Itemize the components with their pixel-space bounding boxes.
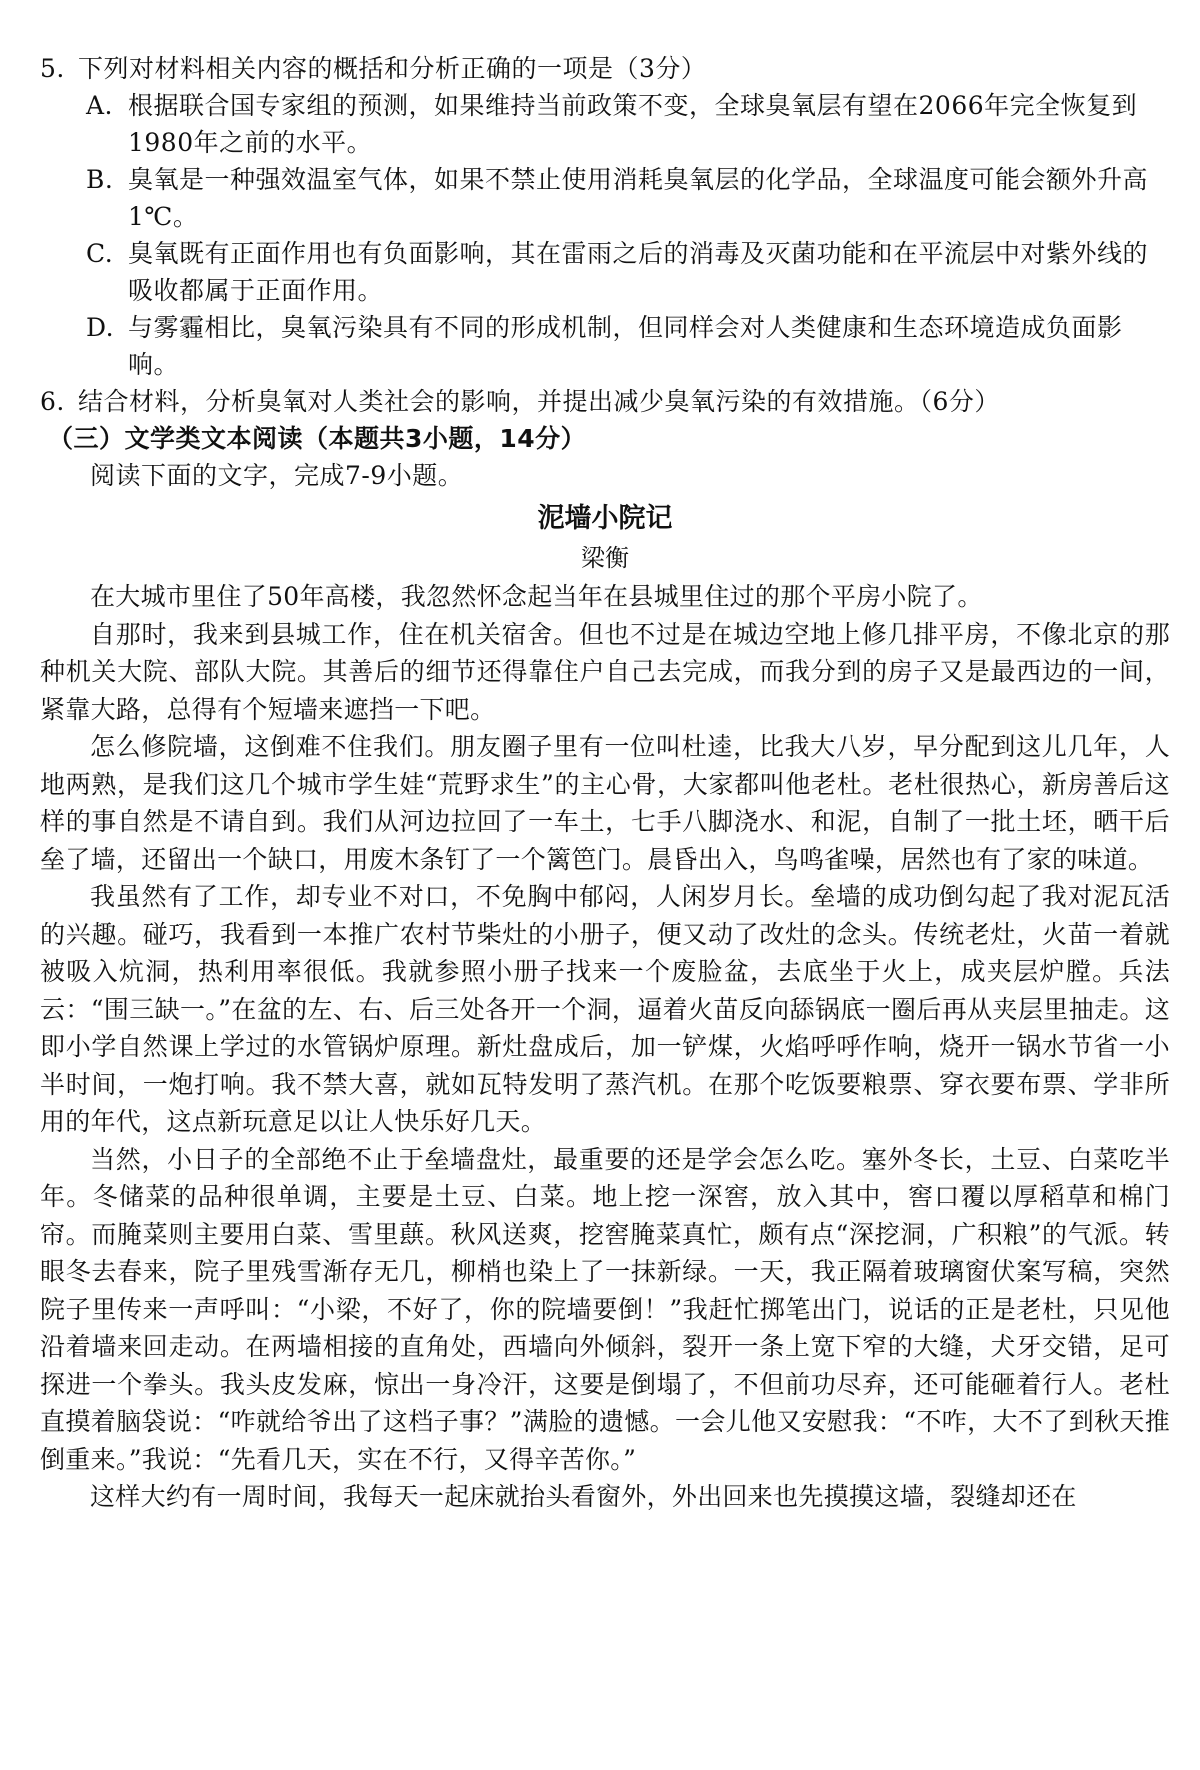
article [40, 498, 1170, 1516]
option-c [40, 235, 1170, 309]
question-text: 下列对材料相关内容的概括和分析正确的一项是（3分） [78, 54, 707, 83]
option-text: 与雾霾相比，臭氧污染具有不同的形成机制，但同样会对人类健康和生态环境造成负面影响。 [128, 313, 1123, 379]
option-label: C. [86, 239, 114, 268]
article-paragraph: 我虽然有了工作，却专业不对口，不免胸中郁闷，人闲岁月长。垒墙的成功倒勾起了我对泥瓦活的兴趣。碰巧，我看到一本推广农村节柴灶的小册子，便又动了改灶的念头。传统老灶，火苗一着就被吸入炕洞，热利用率很低。我就参照小册子找来一个废脸盆，去底坐于火上，成夹层炉膛。兵法云：“围三缺一。”在盆的左、右、后三处各开一个洞，逼着火苗反向舔锅底一圈后再从夹层里抽走。这即小学自然课上学过的水管锅炉原理。新灶盘成后，加一铲煤，火焰呼呼作响，烧开一锅水节省一小半时间，一炮打响。我不禁大喜，就如瓦特发明了蒸汽机。在那个吃饭要粮票、穿衣要布票、学非所用的年代，这点新玩意足以让人快乐好几天。 [40, 882, 1170, 1136]
section-instruction: 阅读下面的文字，完成7-9小题。 [90, 461, 464, 490]
article-paragraph: 当然，小日子的全部绝不止于垒墙盘灶，最重要的还是学会怎么吃。塞外冬长，土豆、白菜吃半年。冬储菜的品种很单调，主要是土豆、白菜。地上挖一深窖，放入其中，窖口覆以厚稻草和棉门帘。而腌菜则主要用白菜、雪里蕻。秋风送爽，挖窖腌菜真忙，颇有点“深挖洞，广积粮”的气派。转眼冬去春来，院子里残雪渐存无几，柳梢也染上了一抹新绿。一天，我正隔着玻璃窗伏案写稿，突然院子里传来一声呼叫：“小梁，不好了，你的院墙要倒！”我赶忙掷笔出门，说话的正是老杜，只见他沿着墙来回走动。在两墙相接的直角处，西墙向外倾斜，裂开一条上宽下窄的大缝，犬牙交错，足可探进一个拳头。我头皮发麻，惊出一身冷汗，这要是倒塌了，不但前功尽弃，还可能砸着行人。老杜直摸着脑袋说：“咋就给爷出了这档子事？”满脸的遗憾。一会儿他又安慰我：“不咋，大不了到秋天推倒重来。”我说：“先看几天，实在不行，又得辛苦你。” [40, 1144, 1170, 1474]
question-stem [40, 50, 1170, 87]
article-author: 梁衡 [581, 544, 629, 572]
article-paragraph: 这样大约有一周时间，我每天一起床就抬头看窗外，外出回来也先摸摸这墙，裂缝却还在 [90, 1482, 1077, 1511]
option-d [40, 309, 1170, 383]
question-text: 结合材料，分析臭氧对人类社会的影响，并提出减少臭氧污染的有效措施。（6分） [78, 387, 1000, 416]
option-b [40, 161, 1170, 235]
section-title: （三）文学类文本阅读（本题共3小题，14分） [48, 424, 587, 453]
article-paragraph: 在大城市里住了50年高楼，我忽然怀念起当年在县城里住过的那个平房小院了。 [90, 582, 983, 611]
question-5 [40, 50, 1170, 383]
option-text: 臭氧既有正面作用也有负面影响，其在雷雨之后的消毒及灭菌功能和在平流层中对紫外线的吸收都属于正面作用。 [128, 239, 1149, 305]
question-number: 5. [40, 54, 65, 83]
option-text: 根据联合国专家组的预测，如果维持当前政策不变，全球臭氧层有望在2066年完全恢复到1980年之前的水平。 [128, 91, 1138, 157]
question-6 [40, 383, 1170, 420]
question-number: 6. [40, 387, 65, 416]
option-label: B. [86, 165, 114, 194]
article-paragraph: 自那时，我来到县城工作，住在机关宿舍。但也不过是在城边空地上修几排平房，不像北京的那种机关大院、部队大院。其善后的细节还得靠住户自己去完成，而我分到的房子又是最西边的一间，紧靠大路，总得有个短墙来遮挡一下吧。 [40, 619, 1170, 724]
article-paragraph: 怎么修院墙，这倒难不住我们。朋友圈子里有一位叫杜逵，比我大八岁，早分配到这儿几年，人地两熟，是我们这几个城市学生娃“荒野求生”的主心骨，大家都叫他老杜。老杜很热心，新房善后这样的事自然是不请自到。我们从河边拉回了一车土，七手八脚浇水、和泥，自制了一批土坯，晒干后垒了墙，还留出一个缺口，用废木条钉了一个篱笆门。晨昏出入，鸟鸣雀噪，居然也有了家的味道。 [40, 732, 1170, 874]
option-label: A. [86, 91, 114, 120]
option-a [40, 87, 1170, 161]
question-stem [40, 383, 1170, 420]
option-text: 臭氧是一种强效温室气体，如果不禁止使用消耗臭氧层的化学品，全球温度可能会额外升高1℃。 [128, 165, 1149, 231]
option-label: D. [86, 313, 115, 342]
article-title: 泥墙小院记 [537, 503, 673, 534]
